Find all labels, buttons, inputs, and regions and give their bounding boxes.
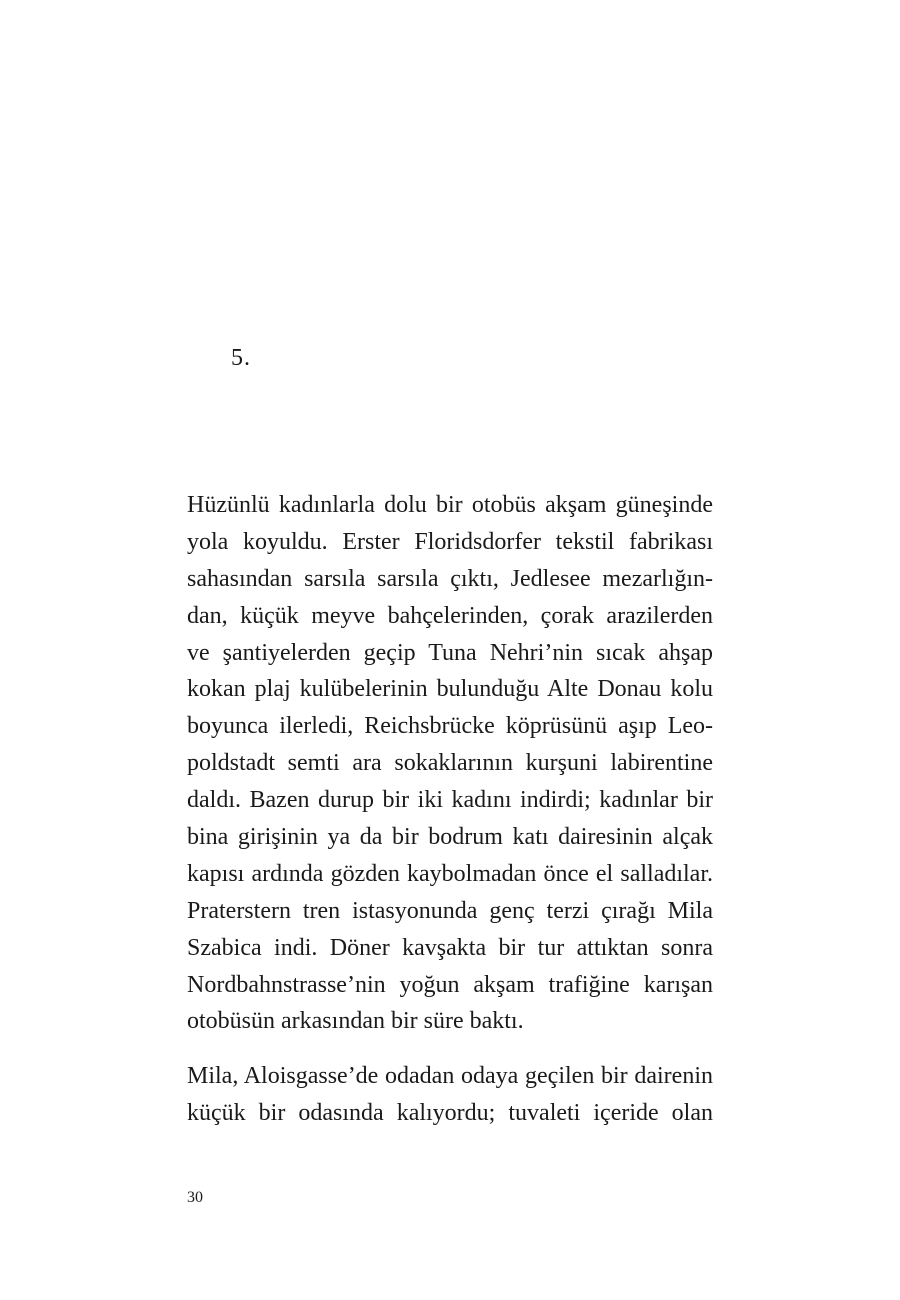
- paragraph-1: [187, 487, 713, 1040]
- text-line: otobüsün arkasından bir süre baktı.: [187, 1008, 524, 1035]
- text-line: sahasından sarsıla sarsıla çıktı, Jedlesee mezarlığın-: [187, 565, 713, 592]
- text-line: ve şantiyelerden geçip Tuna Nehri’nin sıcak ahşap: [187, 639, 713, 666]
- text-line: kapısı ardında gözden kaybolmadan önce el salladılar.: [187, 860, 713, 887]
- paragraph-2: [187, 1058, 713, 1132]
- text-line: Praterstern tren istasyonunda genç terzi çırağı Mila: [187, 897, 713, 924]
- text-line: daldı. Bazen durup bir iki kadını indirdi; kadınlar bir: [187, 787, 713, 814]
- text-line: bina girişinin ya da bir bodrum katı dairesinin alçak: [187, 824, 713, 851]
- text-line: dan, küçük meyve bahçelerinden, çorak arazilerden: [187, 602, 713, 629]
- text-line: poldstadt semti ara sokaklarının kurşuni labirentine: [187, 750, 713, 777]
- paragraph-gap: [187, 1040, 713, 1058]
- text-line: kokan plaj kulübelerinin bulunduğu Alte Donau kolu: [187, 676, 713, 703]
- page-number: 30: [187, 1189, 203, 1206]
- text-line: Nordbahnstrasse’nin yoğun akşam trafiğine karışan: [187, 971, 713, 998]
- text-line: yola koyuldu. Erster Floridsdorfer tekstil fabrikası: [187, 528, 713, 555]
- text-line: Hüzünlü kadınlarla dolu bir otobüs akşam güneşinde: [187, 492, 713, 518]
- text-line: Szabica indi. Döner kavşakta bir tur attıktan sonra: [187, 934, 713, 961]
- text-line: boyunca ilerledi, Reichsbrücke köprüsünü aşıp Leo-: [187, 713, 713, 740]
- text-line: küçük bir odasında kalıyordu; tuvaleti içeride olan: [187, 1100, 713, 1127]
- text-line: Mila, Aloisgasse’de odadan odaya geçilen bir dairenin: [187, 1063, 713, 1090]
- chapter-number: 5.: [231, 345, 251, 371]
- body-text: [187, 487, 713, 1132]
